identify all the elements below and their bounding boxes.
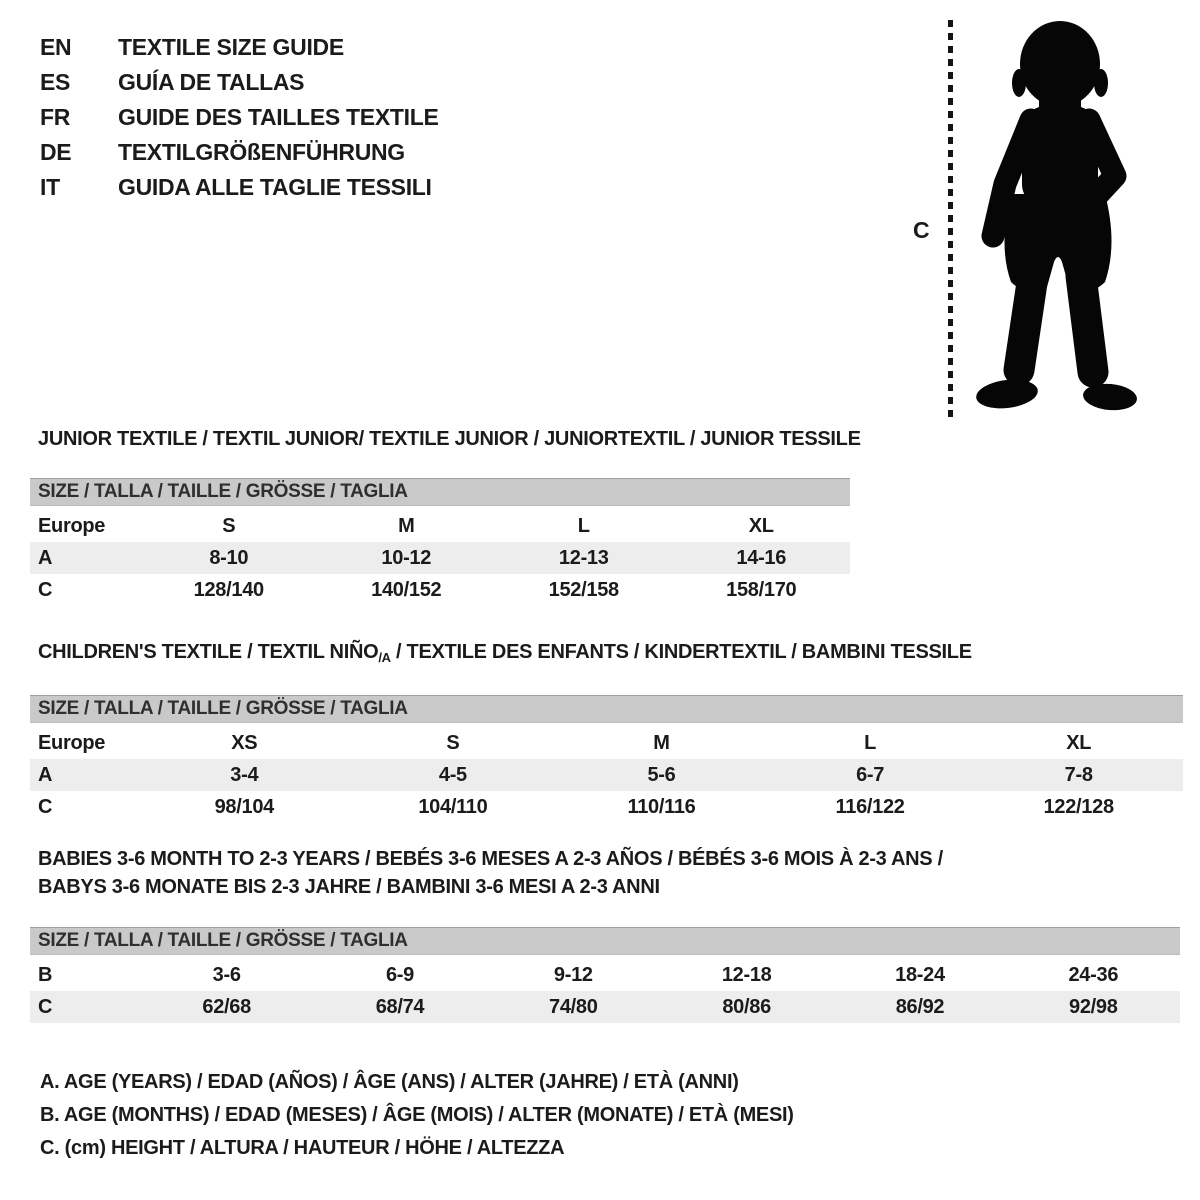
- row-label-cell: C: [38, 795, 53, 818]
- babies-section-title: [38, 845, 1180, 901]
- language-row-de: [40, 135, 439, 170]
- table-row: [30, 574, 850, 606]
- size-value-cell: 3-6: [212, 963, 241, 986]
- size-value-cell: 10-12: [381, 546, 432, 569]
- guide-title-de: TEXTILGRÖßENFÜHRUNG: [118, 139, 405, 165]
- language-header: [40, 30, 439, 205]
- size-value-cell: 116/122: [835, 795, 905, 818]
- size-value-cell: 18-24: [895, 963, 945, 986]
- size-value-cell: 128/140: [193, 578, 264, 601]
- babies-title-line1: BABIES 3-6 MONTH TO 2-3 YEARS / BEBÉS 3-6 MESES A 2-3 AÑOS / BÉBÉS 3-6 MOIS À 2-3 ANS /: [38, 848, 943, 870]
- language-code: FR: [40, 104, 71, 130]
- language-row-fr: [40, 100, 439, 135]
- table-row: [30, 727, 1183, 759]
- size-value-cell: 158/170: [726, 578, 797, 601]
- size-value-cell: 98/104: [214, 795, 274, 818]
- guide-title-en: TEXTILE SIZE GUIDE: [118, 34, 344, 60]
- table-row: [30, 542, 850, 574]
- table-row: [30, 510, 850, 542]
- size-value-cell: L: [864, 731, 877, 754]
- size-value-cell: 152/158: [548, 578, 619, 601]
- size-value-cell: XL: [1066, 731, 1092, 754]
- children-title-main: CHILDREN'S TEXTILE / TEXTIL NIÑO: [38, 641, 379, 663]
- size-value-cell: 104/110: [418, 795, 488, 818]
- table-row: [30, 791, 1183, 823]
- children-size-header-bar: SIZE / TALLA / TAILLE / GRÖSSE / TAGLIA: [30, 695, 1183, 723]
- height-dashed-line: [948, 20, 953, 418]
- size-value-cell: 24-36: [1068, 963, 1119, 986]
- table-row: [30, 959, 1180, 991]
- size-value-cell: 12-13: [558, 546, 609, 569]
- size-value-cell: M: [398, 514, 415, 537]
- section-babies: [30, 845, 1180, 1023]
- children-size-table: [30, 727, 1183, 823]
- row-label-cell: A: [38, 546, 53, 569]
- language-code: DE: [40, 139, 72, 165]
- table-row: [30, 991, 1180, 1023]
- measurement-legend: [40, 1066, 794, 1165]
- junior-section-title: JUNIOR TEXTILE / TEXTIL JUNIOR/ TEXTILE JUNIOR / JUNIORTEXTIL / JUNIOR TESSILE: [38, 428, 861, 450]
- size-value-cell: 68/74: [375, 995, 425, 1018]
- language-row-es: [40, 65, 439, 100]
- size-value-cell: 140/152: [371, 578, 442, 601]
- language-code: ES: [40, 69, 71, 95]
- toddler-silhouette: [969, 14, 1145, 422]
- size-value-cell: 62/68: [202, 995, 251, 1018]
- children-section-title: [38, 641, 1183, 669]
- language-code: IT: [40, 174, 60, 200]
- size-value-cell: 12-18: [721, 963, 772, 986]
- size-value-cell: 4-5: [438, 763, 467, 786]
- table-row: [30, 759, 1183, 791]
- junior-size-header-bar: SIZE / TALLA / TAILLE / GRÖSSE / TAGLIA: [30, 478, 850, 506]
- size-value-cell: L: [577, 514, 590, 537]
- children-title-subscript: /A: [378, 650, 391, 665]
- language-row-en: [40, 30, 439, 65]
- row-label-cell: B: [38, 963, 53, 986]
- row-label-cell: C: [38, 578, 53, 601]
- row-label-cell: A: [38, 763, 53, 786]
- section-junior-textile: [30, 428, 861, 606]
- height-measure-label: C: [913, 217, 930, 243]
- size-value-cell: M: [653, 731, 670, 754]
- size-value-cell: XS: [231, 731, 258, 754]
- size-value-cell: 86/92: [895, 995, 945, 1018]
- language-row-it: [40, 170, 439, 205]
- language-code: EN: [40, 34, 72, 60]
- guide-title-it: GUIDA ALLE TAGLIE TESSILI: [118, 174, 432, 200]
- row-label-cell: Europe: [38, 731, 106, 754]
- babies-size-header-bar: SIZE / TALLA / TAILLE / GRÖSSE / TAGLIA: [30, 927, 1180, 955]
- size-value-cell: S: [446, 731, 460, 754]
- size-value-cell: 92/98: [1069, 995, 1118, 1018]
- size-value-cell: 5-6: [647, 763, 676, 786]
- legend-line-c: C. (cm) HEIGHT / ALTURA / HAUTEUR / HÖHE / ALTEZZA: [40, 1137, 565, 1159]
- size-value-cell: 7-8: [1064, 763, 1093, 786]
- size-value-cell: 74/80: [549, 995, 598, 1018]
- size-value-cell: 80/86: [722, 995, 771, 1018]
- babies-size-table: [30, 959, 1180, 1023]
- size-value-cell: 8-10: [209, 546, 249, 569]
- size-value-cell: XL: [748, 514, 774, 537]
- size-value-cell: 3-4: [230, 763, 259, 786]
- size-value-cell: 6-9: [385, 963, 414, 986]
- size-value-cell: S: [222, 514, 236, 537]
- children-title-rest: / TEXTILE DES ENFANTS / KINDERTEXTIL / BAMBINI TESSILE: [390, 641, 972, 663]
- babies-title-line2: BABYS 3-6 MONATE BIS 2-3 JAHRE / BAMBINI 3-6 MESI A 2-3 ANNI: [38, 876, 660, 898]
- guide-title-es: GUÍA DE TALLAS: [118, 69, 305, 95]
- size-value-cell: 110/116: [627, 795, 696, 818]
- size-value-cell: 6-7: [856, 763, 885, 786]
- size-value-cell: 122/128: [1043, 795, 1114, 818]
- row-label-cell: Europe: [38, 514, 106, 537]
- section-childrens-textile: [30, 641, 1183, 823]
- junior-size-table: [30, 510, 850, 606]
- legend-line-b: B. AGE (MONTHS) / EDAD (MESES) / ÂGE (MOIS) / ALTER (MONATE) / ETÀ (MESI): [40, 1104, 794, 1126]
- size-value-cell: 14-16: [736, 546, 787, 569]
- legend-line-a: A. AGE (YEARS) / EDAD (AÑOS) / ÂGE (ANS) / ALTER (JAHRE) / ETÀ (ANNI): [40, 1071, 739, 1093]
- size-value-cell: 9-12: [553, 963, 593, 986]
- height-figure: [905, 14, 1150, 422]
- guide-title-fr: GUIDE DES TAILLES TEXTILE: [118, 104, 439, 130]
- row-label-cell: C: [38, 995, 53, 1018]
